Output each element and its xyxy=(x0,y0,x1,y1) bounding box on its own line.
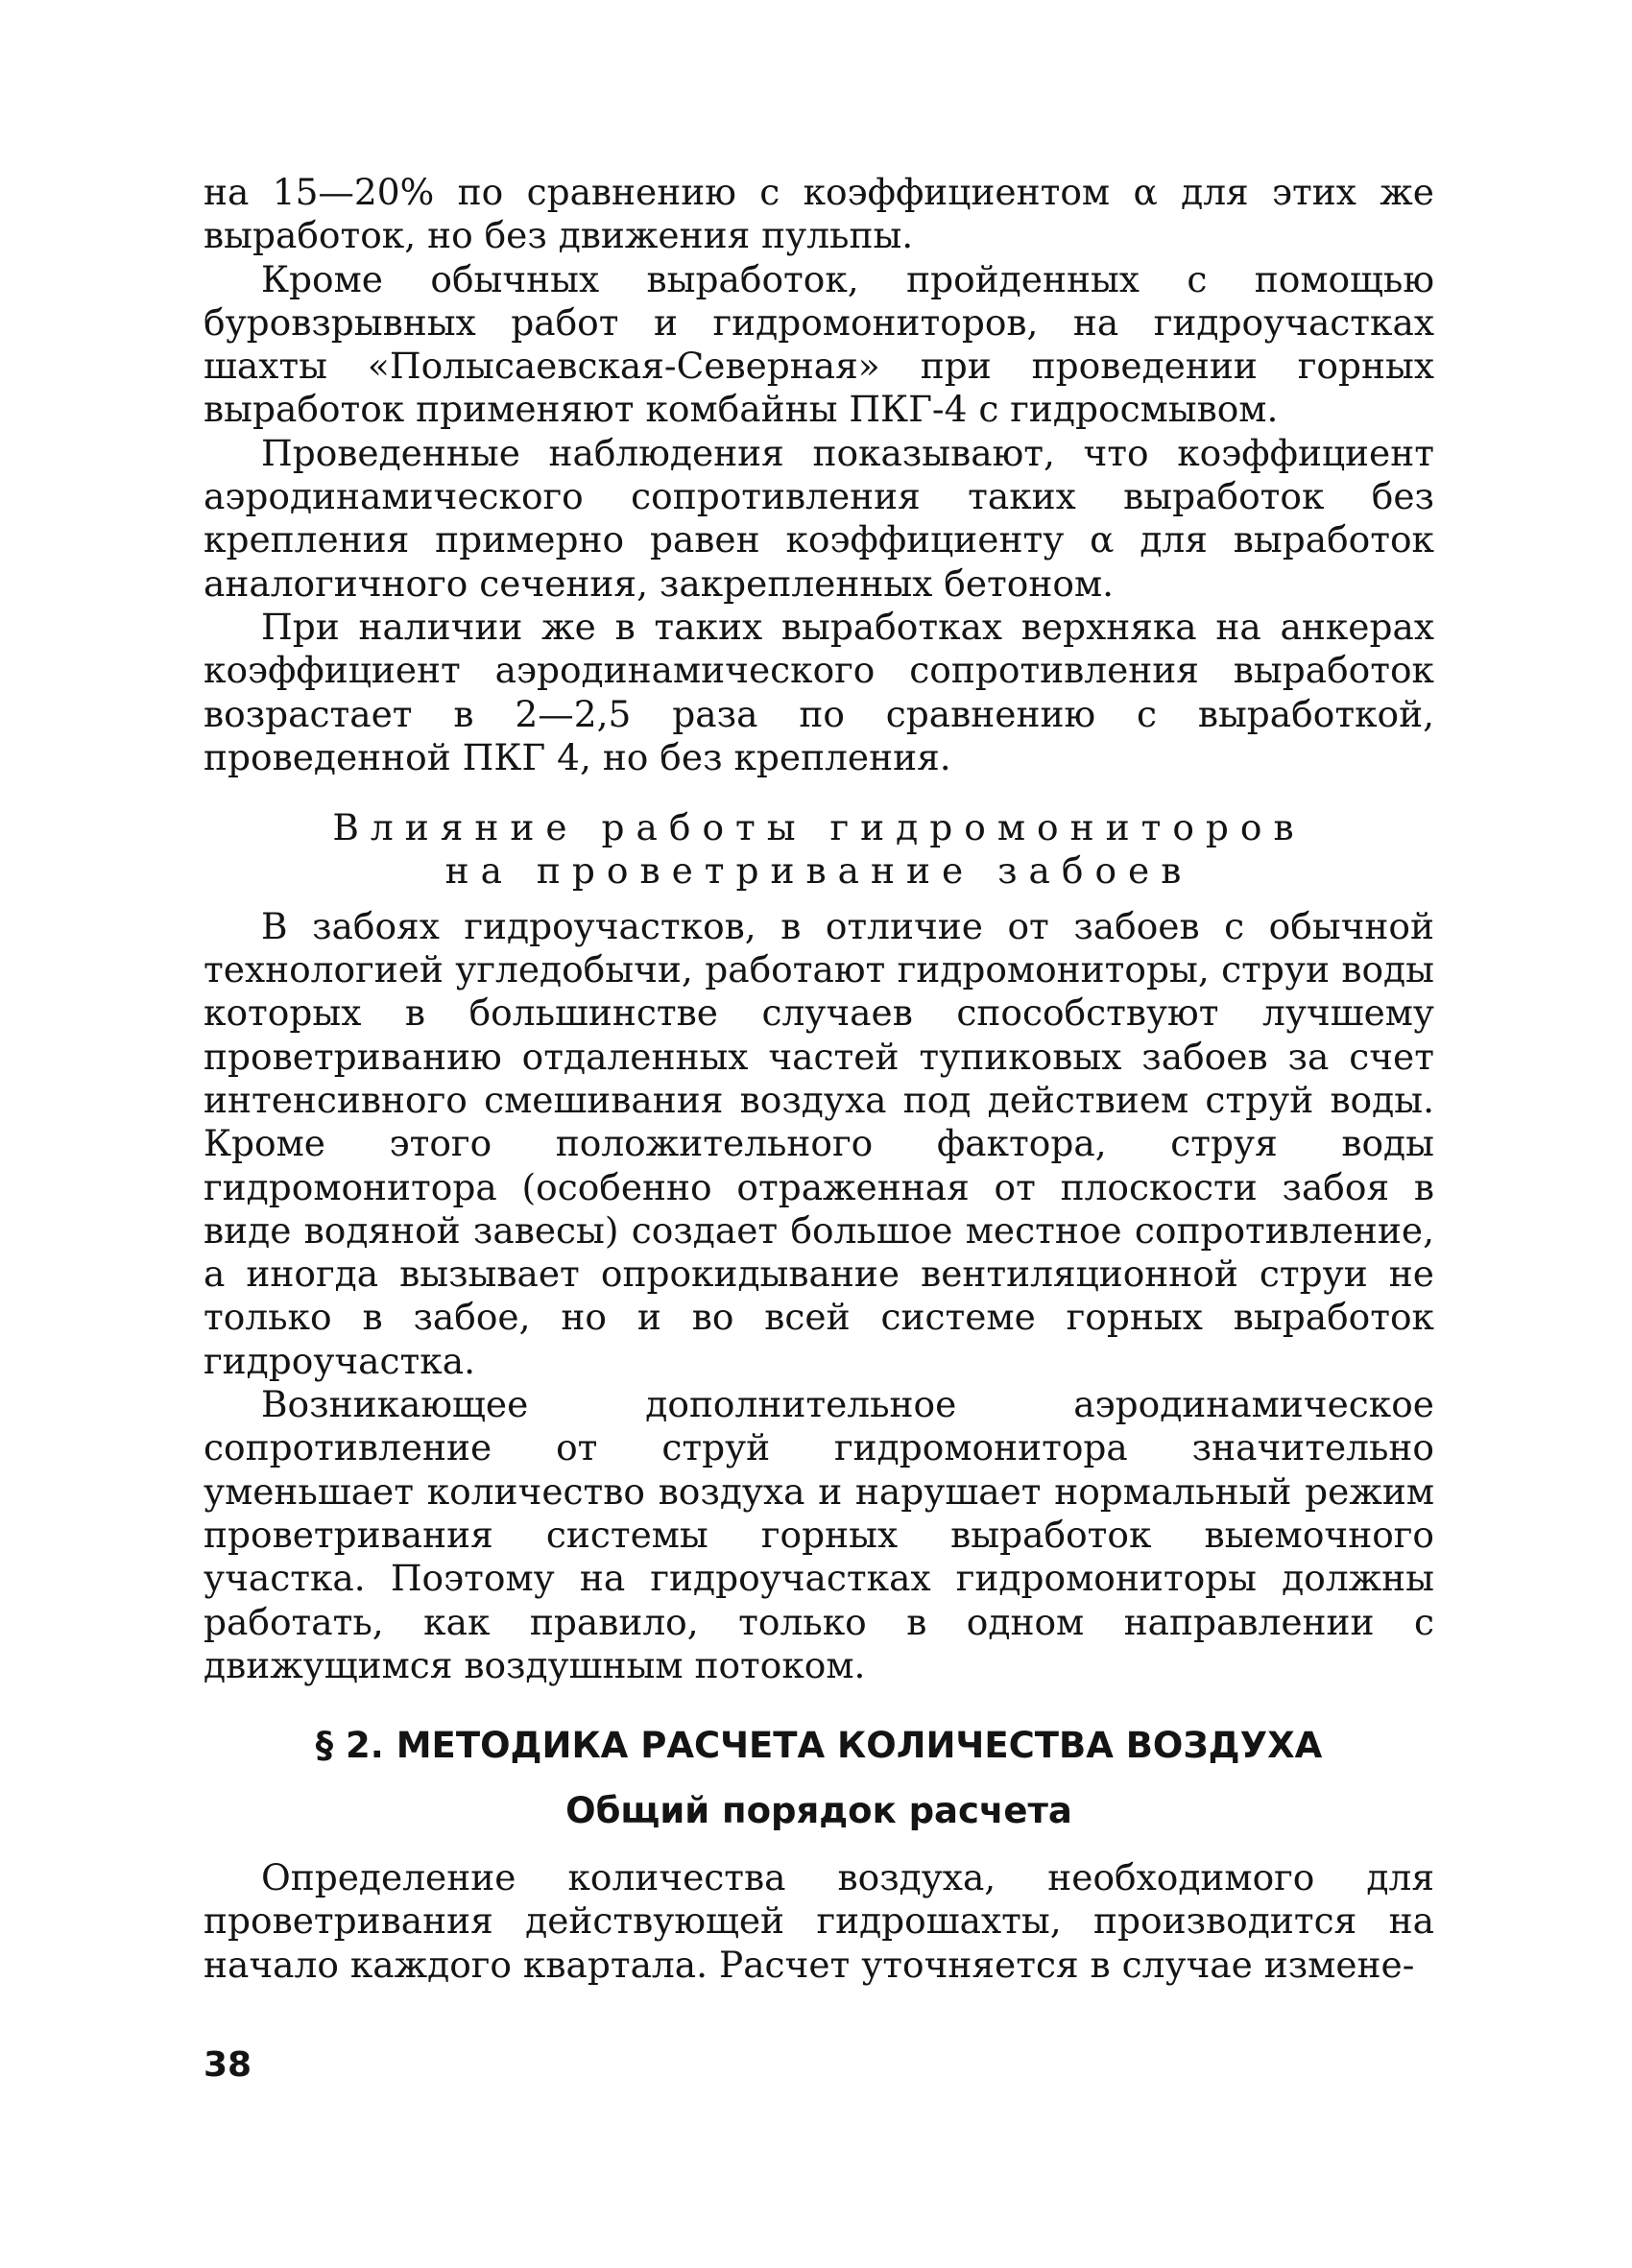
paragraph-observations: Проведенные наблюдения показывают, что коэффициент аэродинамического сопротивления таких выработок без крепления примерно равен коэффициенту α для выработок аналогичного сечения, закрепленных бетоном. xyxy=(204,431,1434,605)
paragraph-resistance: Возникающее дополнительное аэродинамическое сопротивление от струй гидромонитора значительно уменьшает количество воздуха и нарушает нормальный режим проветривания системы горных выработок выемочного участка. Поэтому на гидроучастках гидромониторы должны работать, как правило, только в одном направлении с движущимся воздушным потоком. xyxy=(204,1383,1434,1686)
paragraph-continuation: на 15—20% по сравнению с коэффициентом α для этих же выработок, но без движения пульпы. xyxy=(204,171,1434,257)
page-number: 38 xyxy=(204,2045,252,2085)
paragraph-title: § 2. МЕТОДИКА РАСЧЕТА КОЛИЧЕСТВА ВОЗДУХА xyxy=(315,1725,1323,1767)
paragraph-combines: Кроме обычных выработок, пройденных с помощью буровзрывных работ и гидромониторов, на гидроучастках шахты «Полысаевская-Северная» при проведении горных выработок применяют комбайны ПКГ-4 с гидросмывом. xyxy=(204,257,1434,431)
subsection-title: Общий порядок расчета xyxy=(565,1790,1072,1832)
paragraph-calculation: Определение количества воздуха, необходимого для проветривания действующей гидрошахты, производится на начало каждого квартала. Расчет уточняется в случае измене- xyxy=(204,1856,1434,1986)
page-text xyxy=(204,171,1434,1987)
paragraph-hydromonitors: В забоях гидроучастков, в отличие от забоев с обычной технологией угледобычи, работают гидромониторы, струи воды которых в большинстве случаев способствуют лучшему проветриванию отдаленных частей тупиковых забоев за счет интенсивного смешивания воздуха под действием струй воды. Кроме этого положительного фактора, струя воды гидромонитора (особенно отраженная от плоскости забоя в виде водяной завесы) создает большое местное сопротивление, а иногда вызывает опрокидывание вентиляционной струи не только в забое, но и во всей системе горных выработок гидроучастка. xyxy=(204,904,1434,1382)
section-heading xyxy=(204,806,1434,894)
section-heading-line-1: Влияние работы гидромониторов xyxy=(332,806,1306,849)
section-heading-line-2: на проветривание забоев xyxy=(444,849,1193,893)
paragraph-anchors: При наличии же в таких выработках верхняка на анкерах коэффициент аэродинамического сопротивления выработок возрастает в 2—2,5 раза по сравнению с выработкой, проведенной ПКГ 4, но без крепления. xyxy=(204,605,1434,778)
